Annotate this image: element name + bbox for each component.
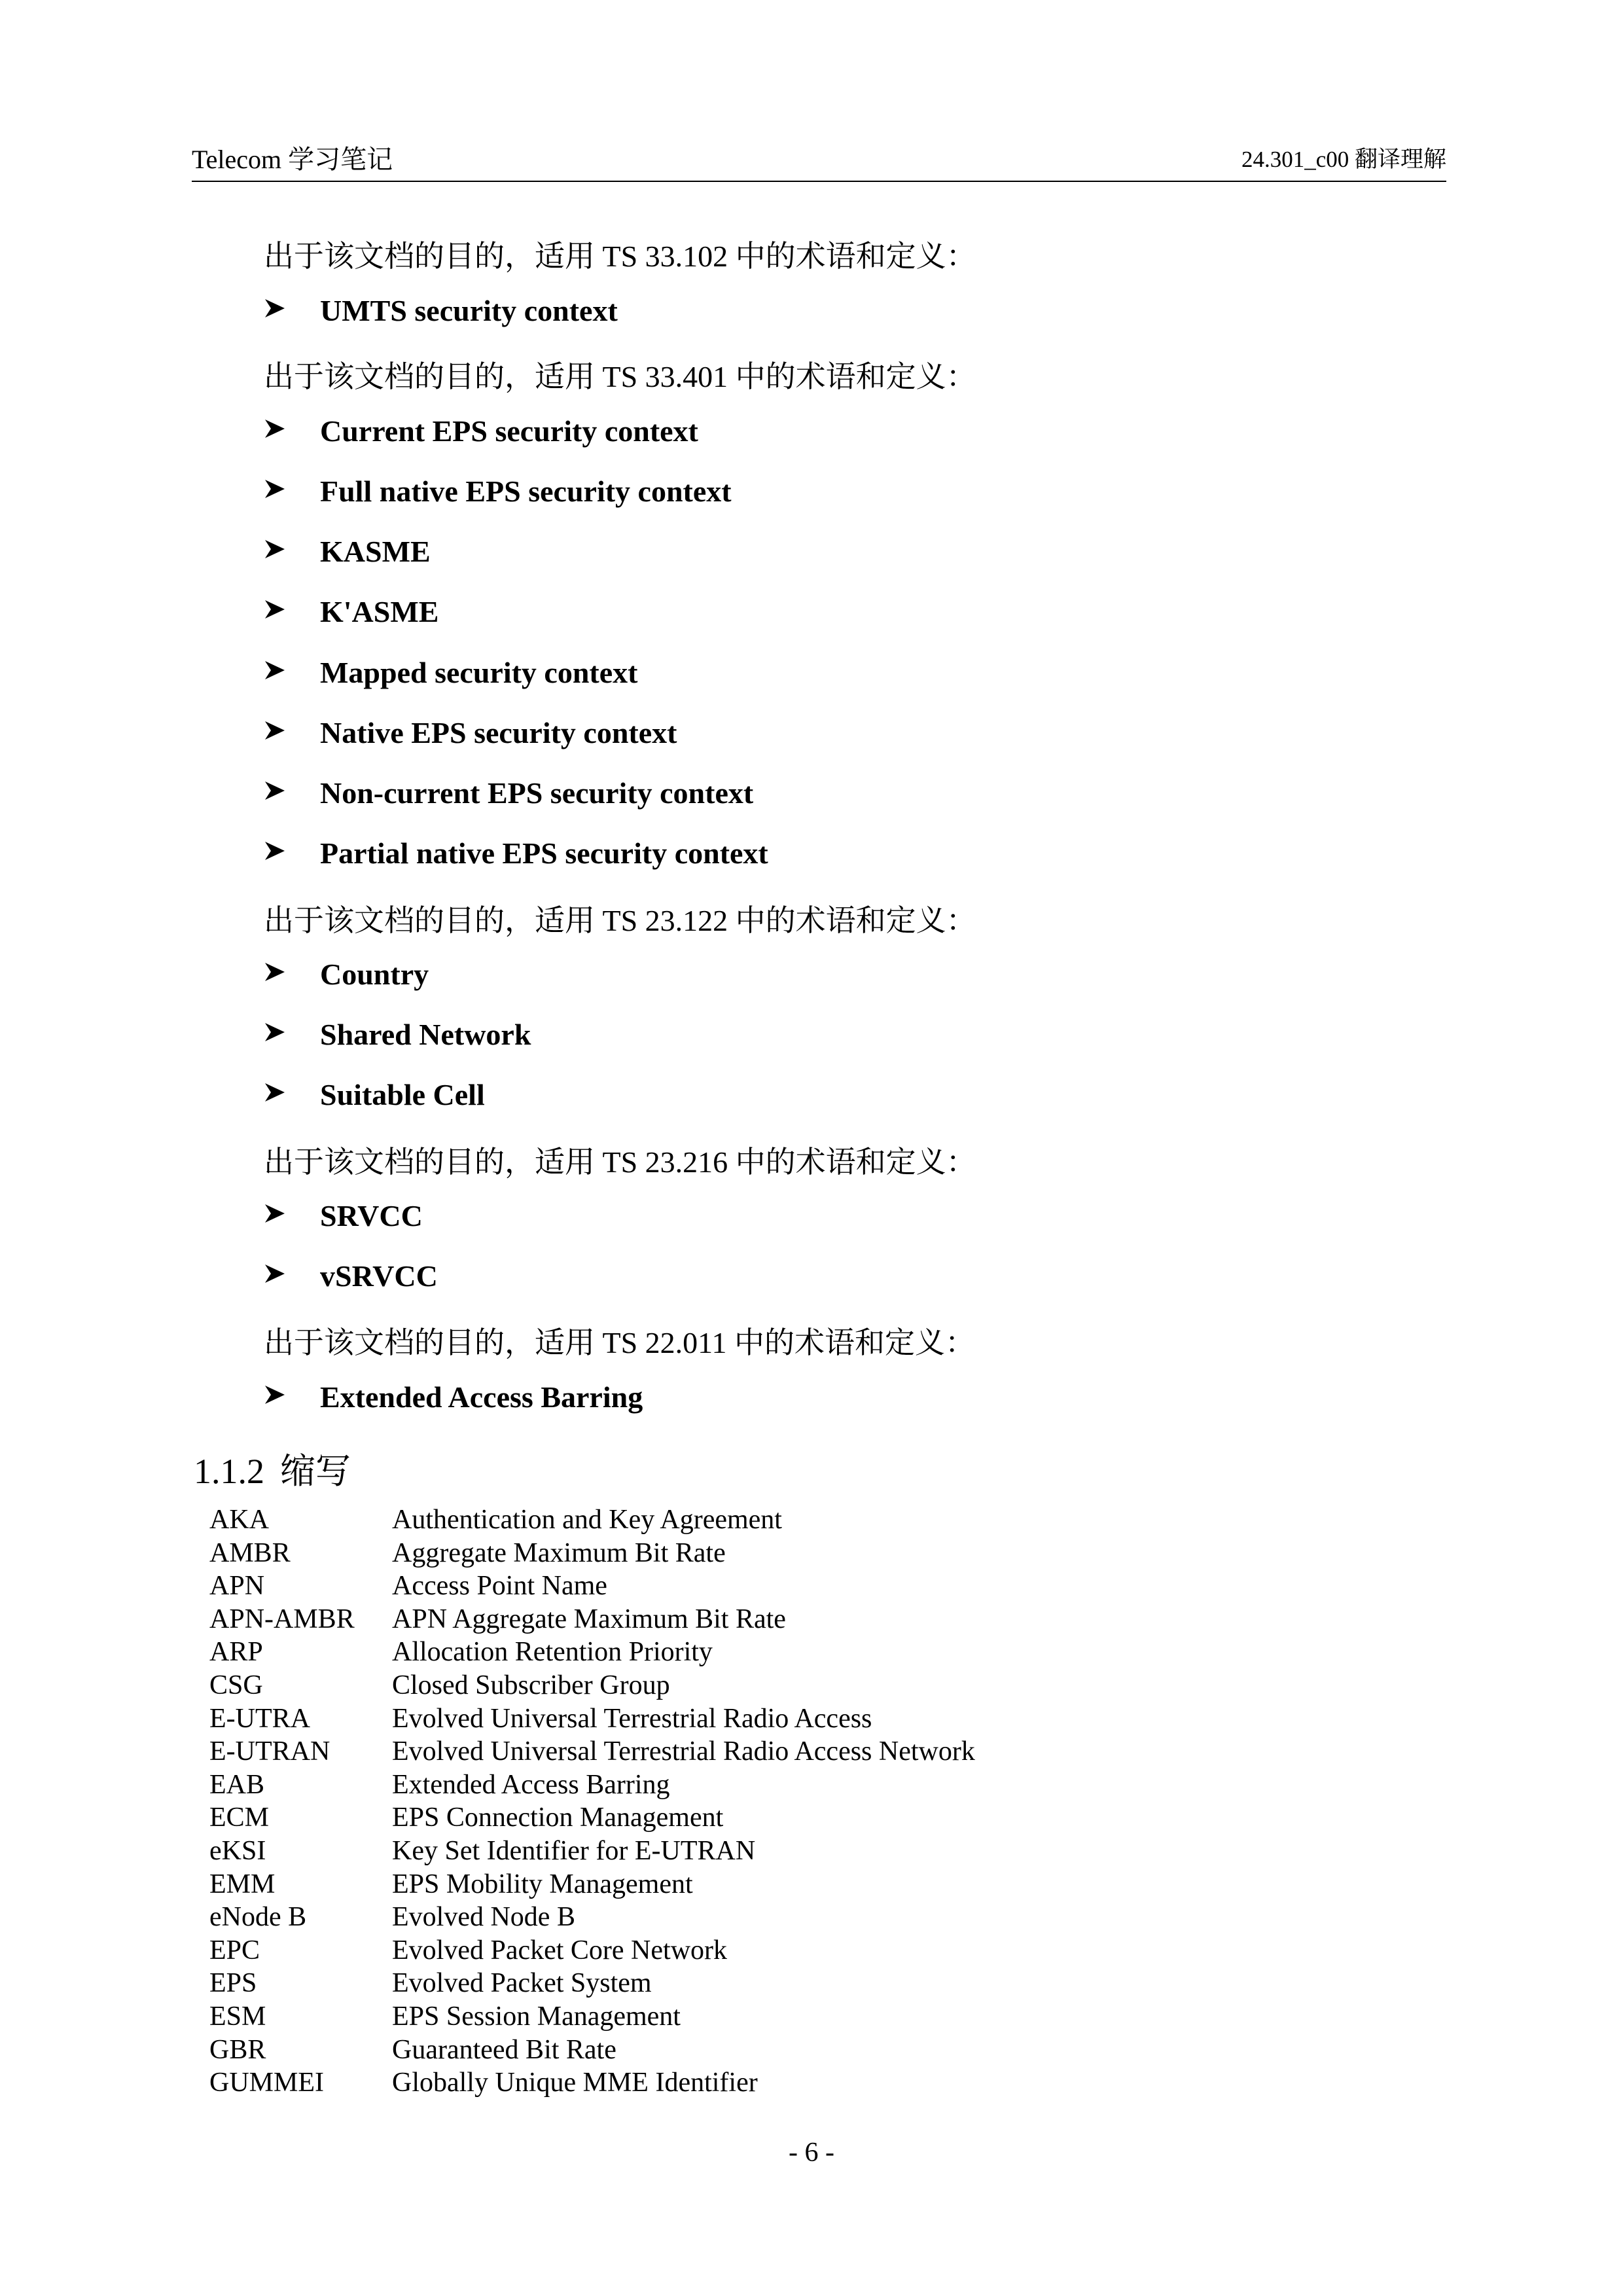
arrow-bullet-icon — [264, 719, 286, 742]
abbreviation-definition: Extended Access Barring — [392, 1769, 670, 1800]
abbreviation-row — [209, 1636, 1257, 1670]
arrow-bullet-icon — [264, 780, 286, 802]
abbreviation: ECM — [209, 1803, 270, 1833]
arrow-bullet-icon — [264, 961, 286, 983]
abbreviation-row — [209, 1901, 1257, 1935]
abbreviation-definition: EPS Session Management — [392, 2001, 681, 2032]
abbreviation: EMM — [209, 1869, 276, 1899]
abbreviation: AKA — [209, 1505, 269, 1535]
abbreviation: CSG — [209, 1670, 263, 1700]
arrow-bullet-icon — [264, 538, 286, 560]
abbreviation-definition: Evolved Node B — [392, 1902, 575, 1933]
abbreviation: APN — [209, 1571, 265, 1602]
arrow-bullet-icon — [264, 478, 286, 500]
arrow-bullet-icon — [264, 1202, 286, 1225]
abbreviation-definition: Access Point Name — [392, 1571, 607, 1602]
arrow-bullet-icon — [264, 840, 286, 862]
abbreviation: APN-AMBR — [209, 1604, 355, 1634]
abbreviation-row — [209, 1835, 1257, 1869]
abbreviation: EPC — [209, 1935, 260, 1965]
abbreviation-row — [209, 1504, 1257, 1537]
definitions-intro-ts-22-011: 出于该文档的目的，适用 TS 22.011 中的术语和定义： — [264, 1326, 975, 1359]
abbreviation: ARP — [209, 1637, 263, 1668]
page-number: - 6 - — [789, 2138, 834, 2168]
abbreviation-definition: APN Aggregate Maximum Bit Rate — [392, 1604, 786, 1634]
abbreviation: eNode B — [209, 1902, 307, 1933]
abbreviation-row — [209, 1570, 1257, 1604]
abbreviation-row — [209, 2067, 1257, 2100]
abbreviations-list — [209, 1504, 1257, 2100]
abbreviation: E-UTRA — [209, 1703, 310, 1734]
arrow-bullet-icon — [264, 297, 286, 319]
arrow-bullet-icon — [264, 1081, 286, 1103]
abbreviation-definition: Evolved Packet Core Network — [392, 1935, 728, 1965]
header-left-title: Telecom 学习笔记 — [192, 145, 393, 174]
page-header — [192, 139, 1446, 178]
abbreviation-row — [209, 1537, 1257, 1571]
abbreviation-row — [209, 2001, 1257, 2034]
arrow-bullet-icon — [264, 1263, 286, 1285]
abbreviation: E-UTRAN — [209, 1736, 330, 1767]
arrow-bullet-icon — [264, 659, 286, 681]
arrow-bullet-icon — [264, 1021, 286, 1043]
definitions-intro-ts-33-401: 出于该文档的目的，适用 TS 33.401 中的术语和定义： — [264, 360, 976, 393]
section-title: 缩写 — [280, 1452, 351, 1491]
abbreviation: AMBR — [209, 1537, 291, 1568]
definitions-intro-ts-33-102: 出于该文档的目的，适用 TS 33.102 中的术语和定义： — [264, 240, 976, 273]
abbreviation-row — [209, 1670, 1257, 1703]
section-number: 1.1.2 — [194, 1452, 264, 1491]
abbreviation: EAB — [209, 1769, 264, 1800]
abbreviation-row — [209, 1604, 1257, 1637]
header-right-title: 24.301_c00 翻译理解 — [1241, 147, 1446, 172]
header-divider — [192, 181, 1446, 182]
arrow-bullet-icon — [264, 418, 286, 440]
abbreviation: eKSI — [209, 1835, 266, 1866]
abbreviation-row — [209, 1802, 1257, 1835]
abbreviation: ESM — [209, 2001, 266, 2032]
abbreviation-definition: Key Set Identifier for E-UTRAN — [392, 1835, 756, 1866]
abbreviation-row — [209, 1967, 1257, 2001]
abbreviation-definition: Evolved Universal Terrestrial Radio Access Network — [392, 1736, 975, 1767]
abbreviation-row — [209, 1736, 1257, 1769]
abbreviation: GBR — [209, 2034, 266, 2065]
abbreviation-row — [209, 1935, 1257, 1968]
abbreviation-definition: EPS Mobility Management — [392, 1869, 693, 1899]
section-heading — [194, 1443, 351, 1494]
abbreviation-definition: Evolved Universal Terrestrial Radio Access — [392, 1703, 872, 1734]
definitions-intro-ts-23-216: 出于该文档的目的，适用 TS 23.216 中的术语和定义： — [264, 1145, 976, 1179]
abbreviation-definition: Evolved Packet System — [392, 1968, 652, 1999]
abbreviation-definition: Aggregate Maximum Bit Rate — [392, 1537, 726, 1568]
abbreviation-row — [209, 2034, 1257, 2068]
abbreviation-definition: Authentication and Key Agreement — [392, 1505, 782, 1535]
abbreviation-row — [209, 1869, 1257, 1902]
abbreviation-definition: Guaranteed Bit Rate — [392, 2034, 616, 2065]
abbreviation: GUMMEI — [209, 2068, 324, 2098]
abbreviation: EPS — [209, 1968, 257, 1999]
arrow-bullet-icon — [264, 1384, 286, 1406]
abbreviation-definition: Allocation Retention Priority — [392, 1637, 713, 1668]
definitions-intro-ts-23-122: 出于该文档的目的，适用 TS 23.122 中的术语和定义： — [264, 904, 976, 937]
abbreviation-row — [209, 1769, 1257, 1803]
abbreviation-definition: Globally Unique MME Identifier — [392, 2068, 758, 2098]
abbreviation-definition: EPS Connection Management — [392, 1803, 724, 1833]
abbreviation-definition: Closed Subscriber Group — [392, 1670, 670, 1700]
arrow-bullet-icon — [264, 598, 286, 620]
abbreviation-row — [209, 1703, 1257, 1736]
